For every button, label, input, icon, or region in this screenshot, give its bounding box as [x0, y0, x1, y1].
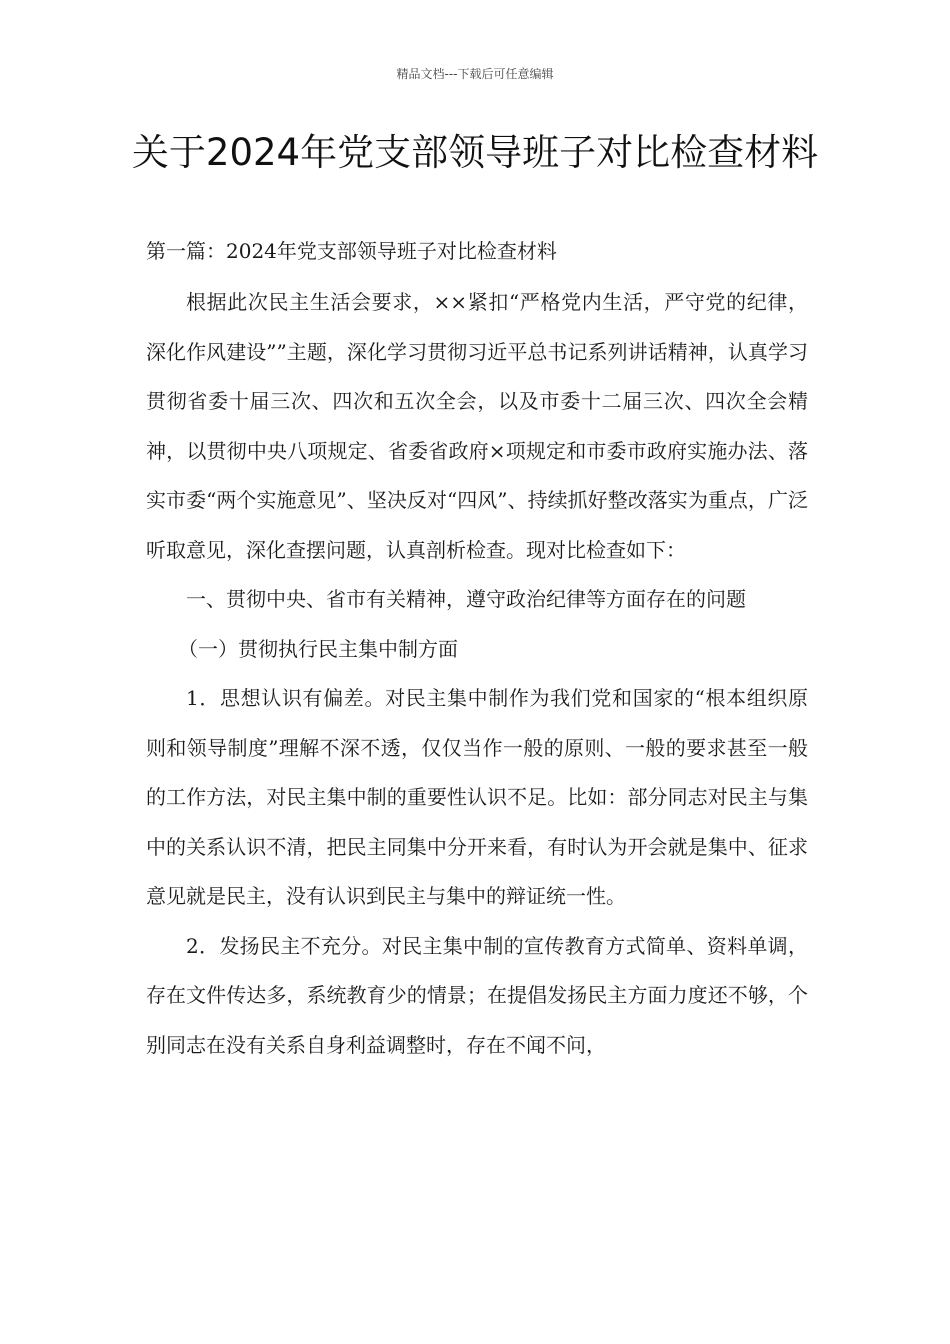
intro-paragraph: 根据此次民主生活会要求，××紧扣“严格党内生活，严守党的纪律，深化作风建设””主题，深化学习贯彻习近平总书记系列讲话精神，认真学习贯彻省委十届三次、四次和五次全会，以及市委十二届三次、四次全会精神，以贯彻中央八项规定、省委省政府×项规定和市委市政府实施办法、落实市委“两个实施意见”、坚决反对“四风”、持续抓好整改落实为重点，广泛听取意见，深化查摆问题，认真剖析检查。现对比检查如下：: [146, 290, 808, 562]
document-subtitle: 第一篇：2024年党支部领导班子对比检查材料: [146, 239, 557, 263]
numbered-paragraph: 1．思想认识有偏差。对民主集中制作为我们党和国家的“根本组织原则和领导制度”理解不深不透，仅仅当作一般的原则、一般的要求甚至一般的工作方法，对民主集中制的重要性认识不足。比如：部分同志对民主与集中的关系认识不清，把民主同集中分开来看，有时认为开会就是集中、征求意见就是民主，没有认识到民主与集中的辩证统一性。: [146, 686, 808, 908]
page-header: 精品文档---下载后可任意编辑: [396, 67, 554, 81]
subsection-heading: （一）贯彻执行民主集中制方面: [178, 636, 458, 661]
document-body: [146, 278, 808, 1070]
numbered-paragraph: 2．发扬民主不充分。对民主集中制的宣传教育方式简单、资料单调，存在文件传达多，系统教育少的情景；在提倡发扬民主方面力度还不够，个别同志在没有关系自身利益调整时，存在不闻不问，: [146, 933, 808, 1057]
section-heading: 一、贯彻中央、省市有关精神，遵守政治纪律等方面存在的问题: [186, 587, 746, 611]
document-title: 关于2024年党支部领导班子对比检查材料: [131, 131, 819, 174]
